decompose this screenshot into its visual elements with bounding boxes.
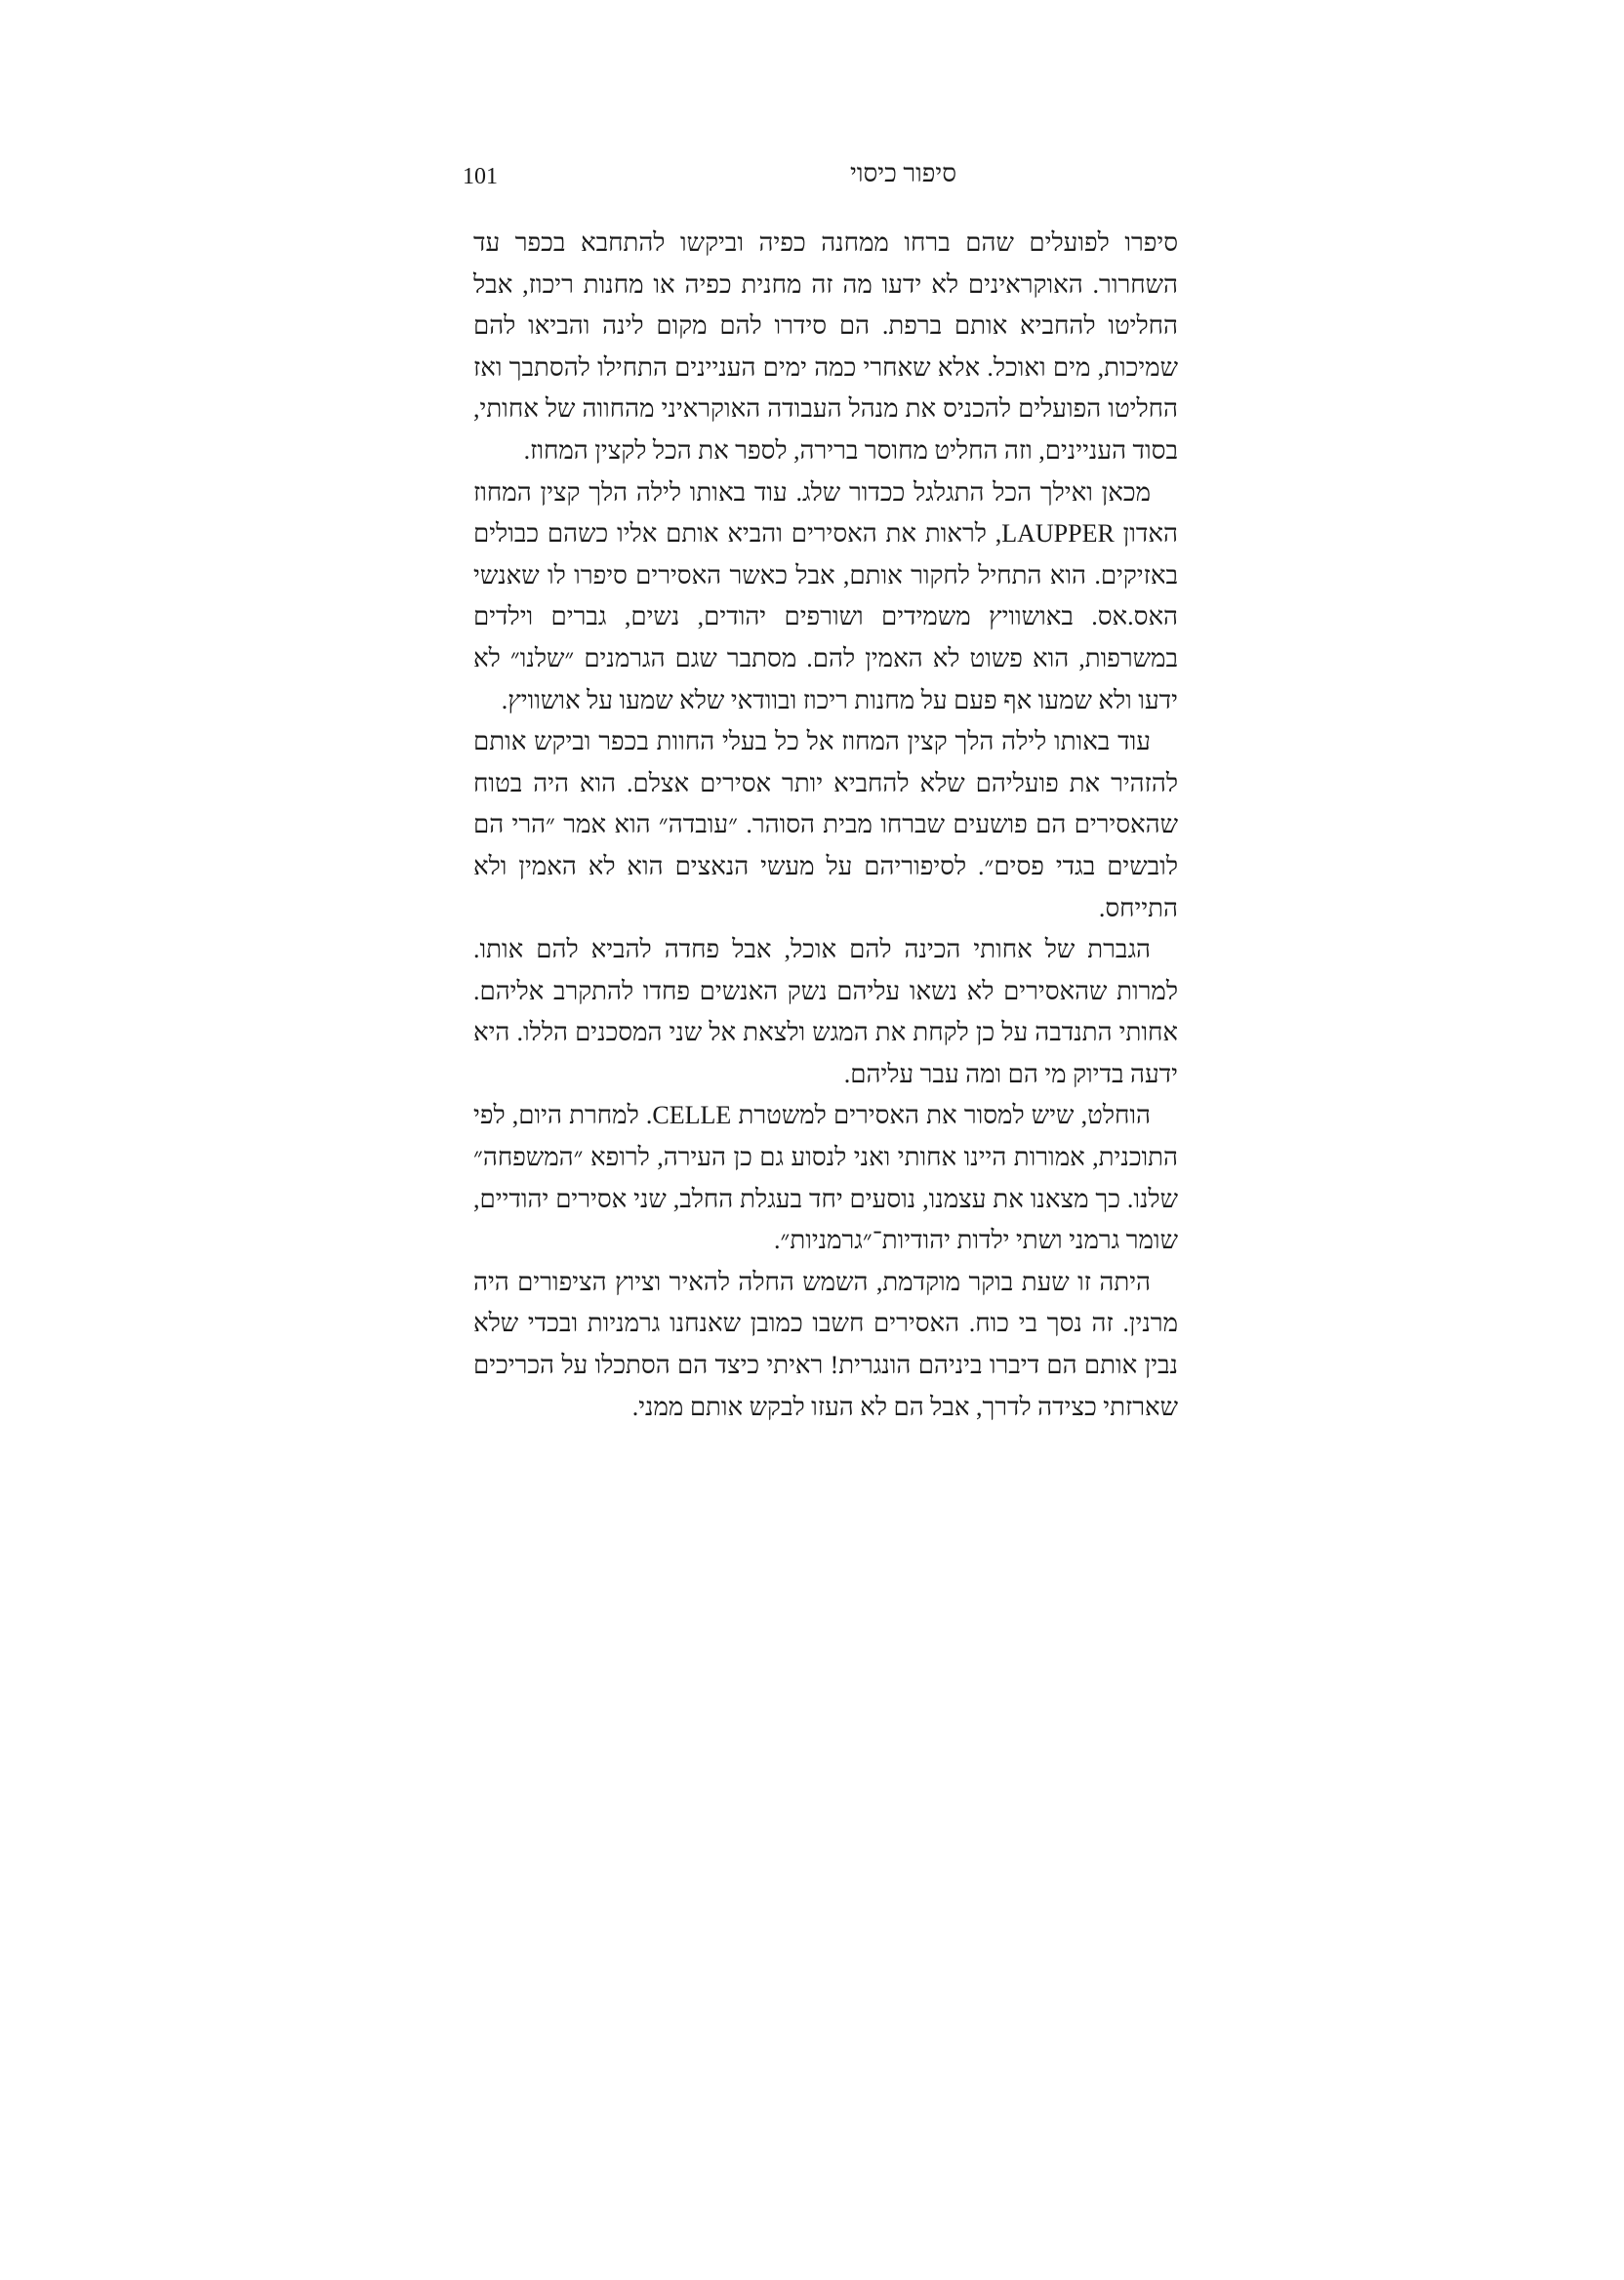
page-number: 101 [463,164,498,189]
paragraph: מכאן ואילך הכל התגלגל ככדור שלג. עוד באותו לילה הלך קצין המחוז האדון LAUPPER, לראות את האסירים והביא אותם אליו כשהם כבולים באזיקים. הוא התחיל לחקור אותם, אבל כאשר האסירים סיפרו לו שאנשי האס.אס. באושוויץ משמידים ושורפים יהודים, נשים, גברים וילדים במשרפות, הוא פשוט לא האמין להם. מסתבר שגם הגרמנים ״שלנו״ לא ידעו ולא שמעו אף פעם על מחנות ריכוז ובוודאי שלא שמעו על אושוויץ. [473,477,1178,714]
running-header-title: סיפור כיסוי [850,159,956,187]
paragraph: הגברת של אחותי הכינה להם אוכל, אבל פחדה להביא להם אותו. למרות שהאסירים לא נשאו עליהם נשק האנשים פחדו להתקרב אליהם. אחותי התנדבה על כן לקחת את המגש ולצאת אל שני המסכנים הללו. היא ידעה בדיוק מי הם ומה עבר עליהם. [473,935,1178,1088]
paragraph: היתה זו שעת בוקר מוקדמת, השמש החלה להאיר וציוץ הציפורים היה מרנין. זה נסך בי כוח. האסירים חשבו כמובן שאנחנו גרמניות ובכדי שלא נבין אותם הם דיברו ביניהם הונגרית! ראיתי כיצד הם הסתכלו על הכריכים שארזתי כצידה לדרך, אבל הם לא העזו לבקש אותם ממני. [473,1267,1178,1421]
paragraph: הוחלט, שיש למסור את האסירים למשטרת CELLE. למחרת היום, לפי התוכנית, אמורות היינו אחותי ואני לנסוע גם כן העירה, לרופא ״המשפחה״ שלנו. כך מצאנו את עצמנו, נוסעים יחד בעגלת החלב, שני אסירים יהודיים, שומר גרמני ושתי ילדות יהודיות־״גרמניות״. [473,1101,1178,1255]
body-text [473,223,1178,1428]
paragraph: עוד באותו לילה הלך קצין המחוז אל כל בעלי החוות בכפר וביקש אותם להזהיר את פועליהם שלא להחביא יותר אסירים אצלם. הוא היה בטוח שהאסירים הם פושעים שברחו מבית הסוהר. ״עובדה״ הוא אמר ״הרי הם לובשים בגדי פסים״. לסיפוריהם על מעשי הנאצים הוא לא האמין ולא התייחס. [473,727,1178,922]
paragraph: סיפרו לפועלים שהם ברחו ממחנה כפיה וביקשו להתחבא בכפר עד השחרור. האוקראינים לא ידעו מה זה מחנית כפיה או מחנות ריכוז, אבל החליטו להחביא אותם ברפת. הם סידרו להם מקום לינה והביאו להם שמיכות, מים ואוכל. אלא שאחרי כמה ימים העניינים התחילו להסתבך ואז החליטו הפועלים להכניס את מנהל העבודה האוקראיני מהחווה של אחותי, בסוד העניינים, וזה החליט מחוסר ברירה, לספר את הכל לקצין המחוז. [473,228,1178,465]
